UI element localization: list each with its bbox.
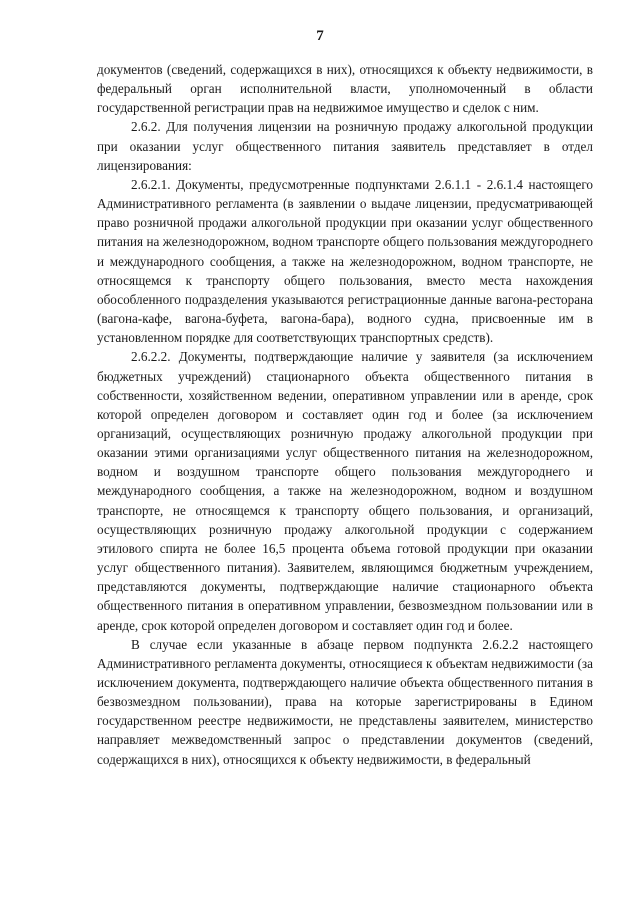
paragraph-continuation: документов (сведений, содержащихся в них), относящихся к объекту недвижимости, в федеральный орган исполнительной власти, уполномоченный в области государственной регистрации прав на недвижимое имущество и сделок с ним. (97, 62, 593, 116)
document-body (97, 60, 593, 769)
paragraph-2-6-2-1: 2.6.2.1. Документы, предусмотренные подпунктами 2.6.1.1 - 2.6.1.4 настоящего Административного регламента (в заявлении о выдаче лицензии, предусматривающей право розничной продажи алкогольной продукции при оказании услуг общественного питания на железнодорожном, водном транспорте общего пользования междугороднего и международного сообщения, а также на железнодорожном, водном транспорте, не относящемся к транспорту общего пользования, вместо места нахождения обособленного подразделения указываются регистрационные данные вагона-ресторана (вагона-кафе, вагона-буфета, вагона-бара), водного судна, присвоенные им в установленном порядке для соответствующих транспортных средств). (97, 176, 593, 346)
paragraph-2-6-2: 2.6.2. Для получения лицензии на розничную продажу алкогольной продукции при оказании услуг общественного питания заявитель представляет в отдел лицензирования: (97, 119, 593, 173)
paragraph-interagency-request: В случае если указанные в абзаце первом подпункта 2.6.2.2 настоящего Административного регламента документы, относящиеся к объектам недвижимости (за исключением документа, подтверждающего наличие объекта общественного питания в безвозмездном пользовании), права на которые зарегистрированы в Едином государственном реестре недвижимости, не представлены заявителем, министерство направляет межведомственный запрос о представлении документов (сведений, содержащихся в них), относящихся к объекту недвижимости, в федеральный (97, 636, 593, 767)
page-number: 7 (316, 28, 324, 44)
paragraph-2-6-2-2: 2.6.2.2. Документы, подтверждающие наличие у заявителя (за исключением бюджетных учреждений) стационарного объекта общественного питания в собственности, хозяйственном ведении, оперативном управлении или в аренде, срок которой определен договором и составляет один год и более (за исключением организаций, осуществляющих розничную продажу алкогольной продукции при оказании этими организациями услуг общественного питания на железнодорожном, водном и воздушном транспорте общего пользования междугороднего и международного сообщения, а также на железнодорожном, водном и воздушном транспорте, не относящемся к транспорту общего пользования, и организаций, осуществляющих розничную продажу алкогольной продукции с содержанием этилового спирта не более 16,5 процента объема готовой продукции при оказании услуг общественного питания). Заявителем, являющимся бюджетным учреждением, представляются документы, подтверждающие наличие стационарного объекта общественного питания в оперативном управлении, безвозмездном пользовании или в аренде, срок которой определен договором и составляет один год и более. (97, 349, 593, 633)
